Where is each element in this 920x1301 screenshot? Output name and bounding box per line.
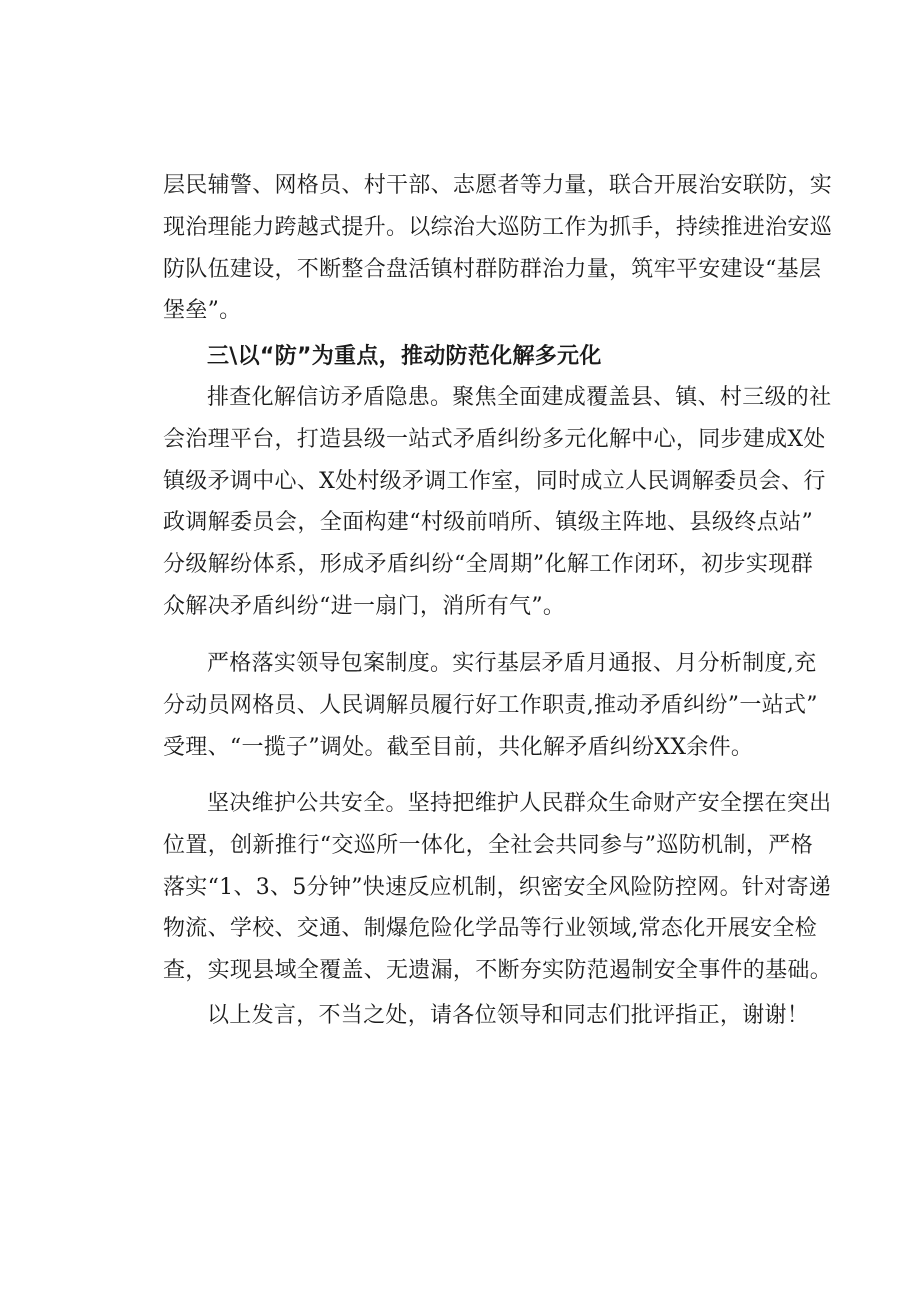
paragraph-line: 分级解纷体系，形成矛盾纠纷“全周期”化解工作闭环，初步实现群 [163, 552, 813, 578]
paragraph-line: 以上发言，不当之处，请各位领导和同志们批评指正，谢谢！ [207, 1003, 810, 1028]
paragraph-line: 镇级矛调中心、X处村级矛调工作室，同时成立人民调解委员会、行 [163, 468, 826, 494]
paragraph-line: 严格落实领导包案制度。实行基层矛盾月通报、月分析制度,充 [207, 651, 817, 676]
paragraph-line: 坚决维护公共安全。坚持把维护人民群众生命财产安全摆在突出 [207, 791, 832, 816]
paragraph-line: 位置，创新推行“交巡所一体化，全社会共同参与”巡防机制，严格 [163, 832, 813, 858]
paragraph-leadership-cases [163, 643, 818, 768]
paragraph-line: 政调解委员会，全面构建“村级前哨所、镇级主阵地、县级终点站” [163, 510, 813, 536]
paragraph-line: 会治理平台，打造县级一站式矛盾纠纷多元化解中心，同步建成X处 [163, 426, 826, 452]
paragraph-line: 层民辅警、网格员、村干部、志愿者等力量，联合开展治安联防，实 [163, 173, 833, 198]
paragraph-dispute-resolution [163, 377, 832, 628]
paragraph-public-safety [163, 783, 833, 992]
paragraph-line: 分动员网格员、人民调解员履行好工作职责,推动矛盾纠纷”一站式” [163, 692, 818, 718]
paragraph-line: 落实“1、3、5分钟”快速反应机制，织密安全风险防控网。针对寄递 [163, 874, 832, 900]
paragraph-line: 排查化解信访矛盾隐患。聚焦全面建成覆盖县、镇、村三级的社 [207, 385, 832, 410]
section-heading: 三\以“防”为重点，推动防范化解多元化 [207, 344, 602, 369]
paragraph-line: 受理、“一揽子”调处。截至目前，共化解矛盾纠纷XX余件。 [163, 734, 754, 760]
paragraph-line: 现治理能力跨越式提升。以综治大巡防工作为抓手，持续推进治安巡 [163, 214, 833, 240]
paragraph-continued [163, 165, 833, 332]
paragraph-line: 众解决矛盾纠纷“进一扇门，消所有气”。 [163, 593, 566, 619]
closing-remarks [163, 995, 813, 1037]
paragraph-line: 堡垒”。 [163, 298, 242, 324]
paragraph-line: 查，实现县域全覆盖、无遗漏，不断夯实防范遏制安全事件的基础。 [163, 958, 833, 984]
paragraph-line: 物流、学校、交通、制爆危险化学品等行业领域,常态化开展安全检 [163, 916, 817, 942]
paragraph-line: 防队伍建设，不断整合盘活镇村群防群治力量，筑牢平安建设“基层 [163, 256, 822, 282]
